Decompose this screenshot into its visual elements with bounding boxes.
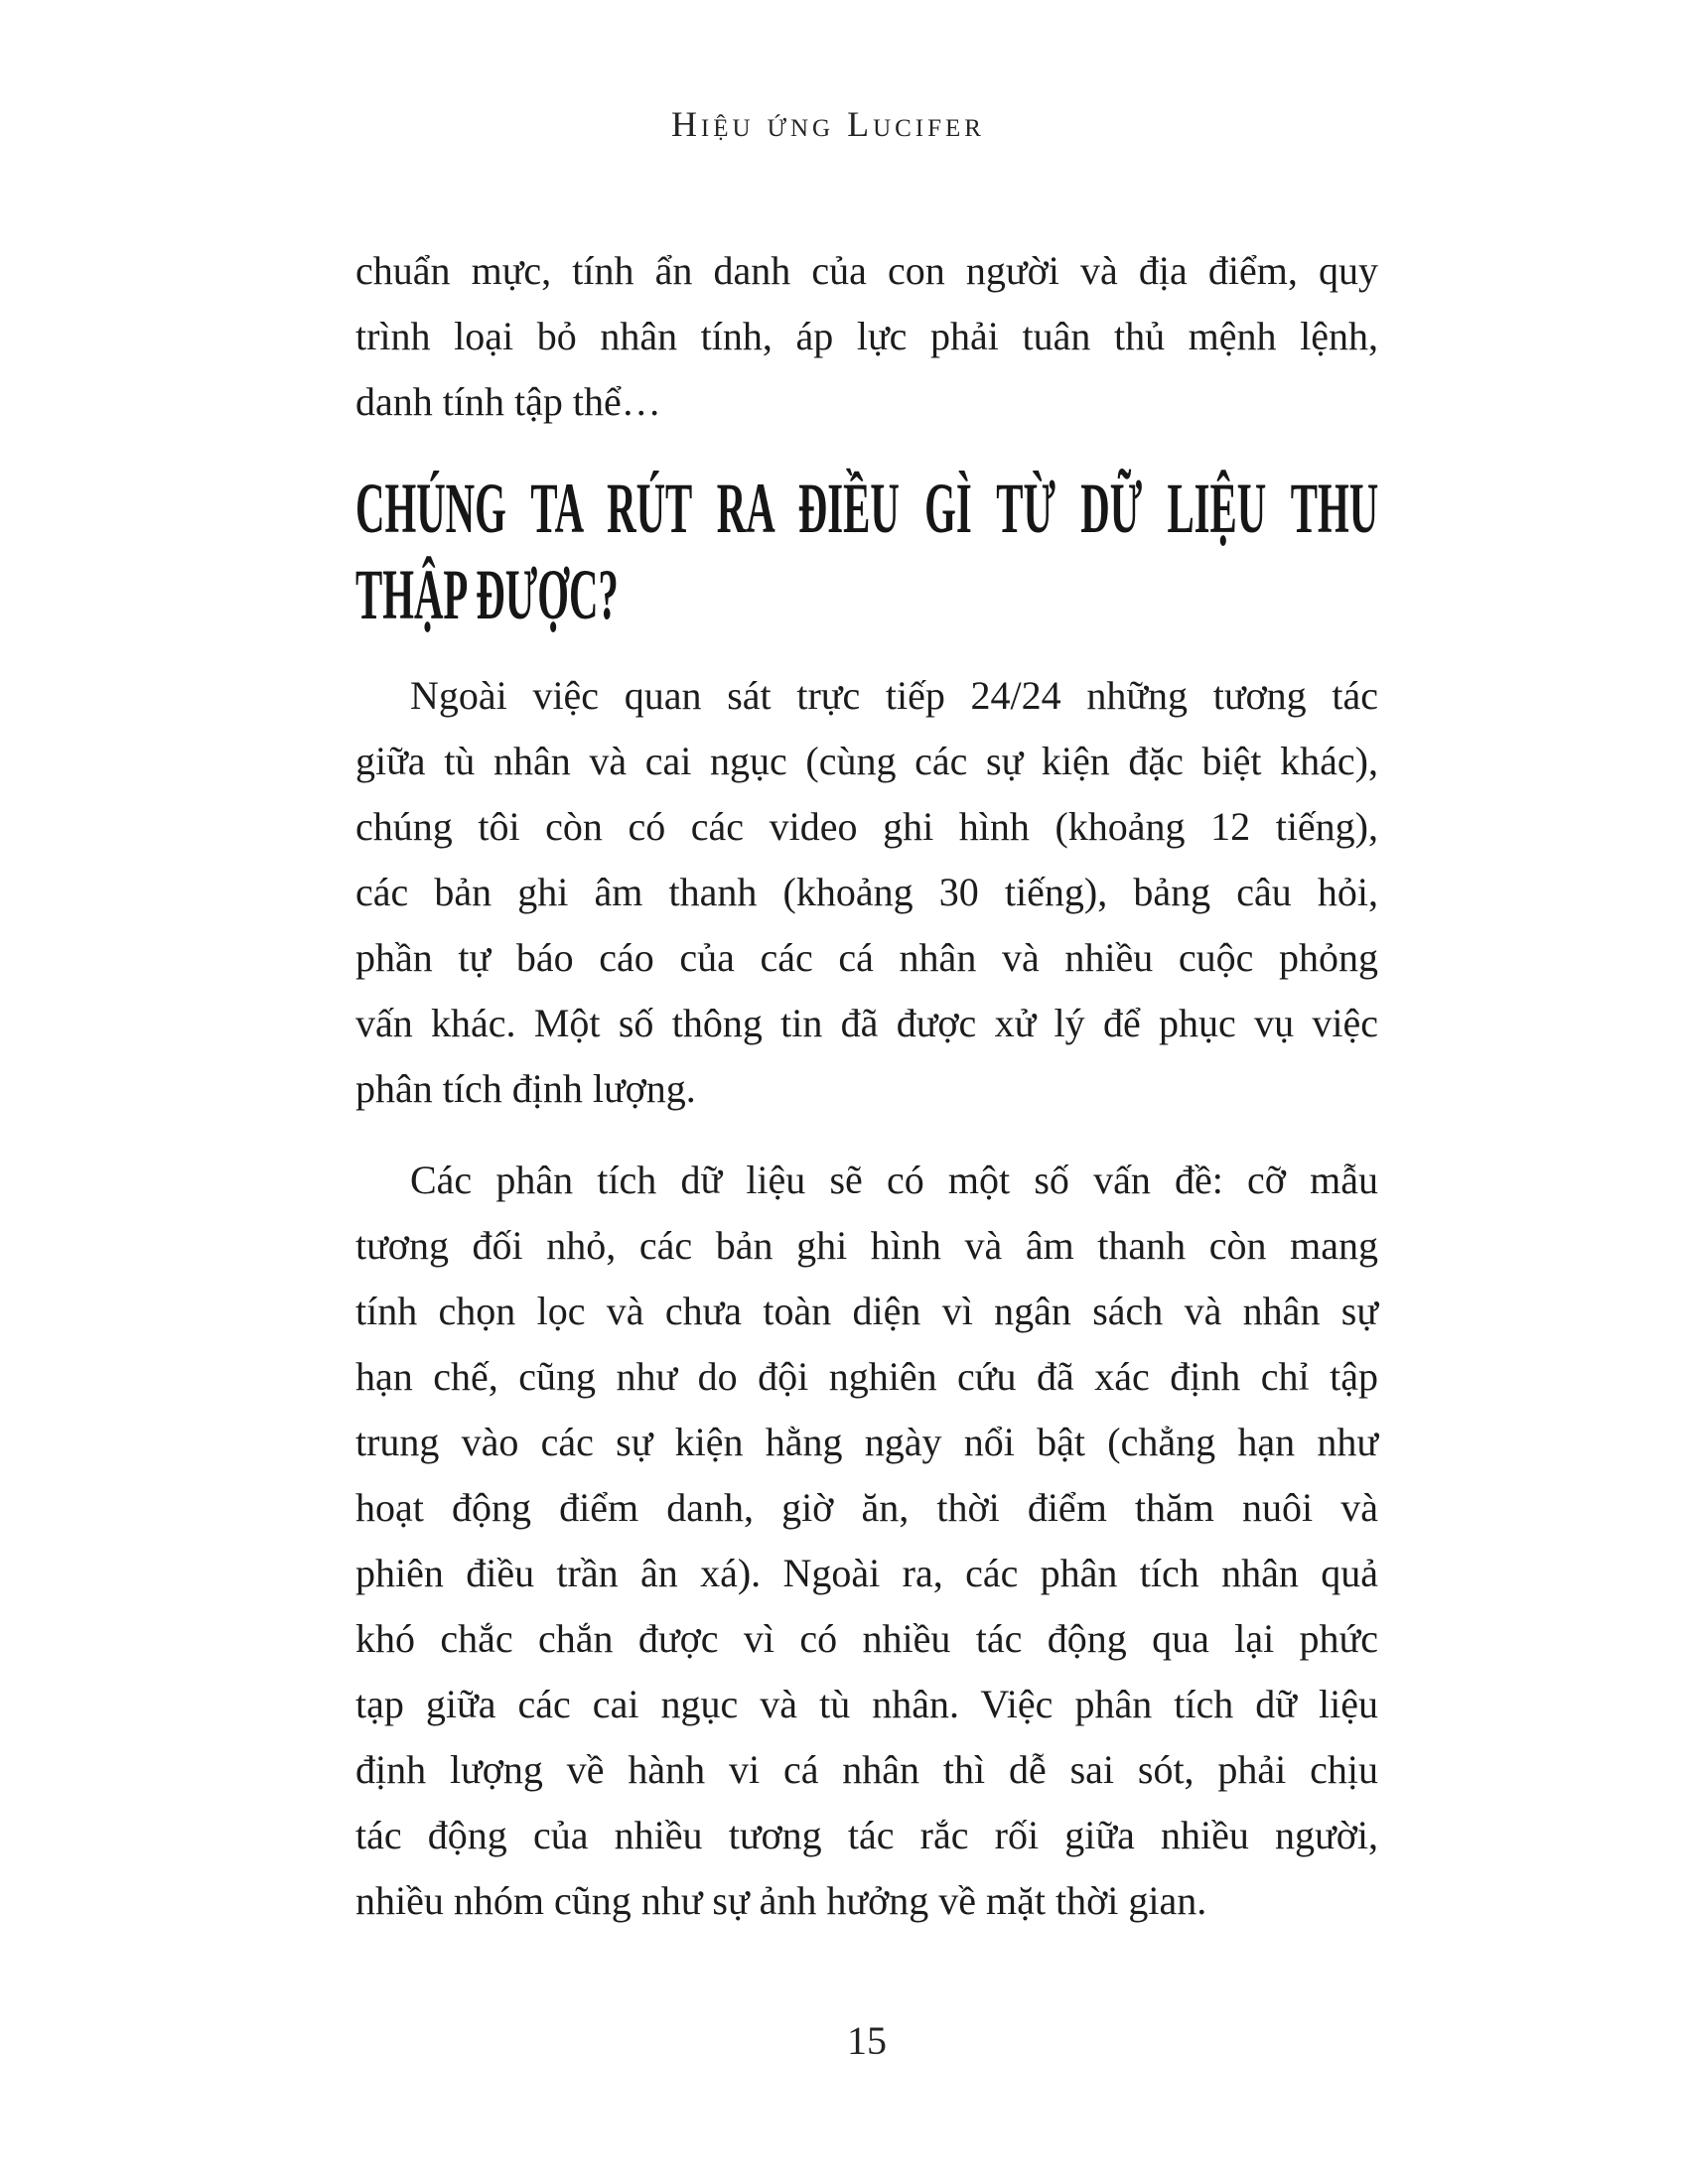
text-line: Các phân tích dữ liệu sẽ có một số vấn đề: cỡ mẫu bbox=[410, 1158, 1378, 1202]
text-line: vấn khác. Một số thông tin đã được xử lý để phục vụ việc bbox=[355, 1001, 1378, 1045]
text-line: định lượng về hành vi cá nhân thì dễ sai sót, phải chịu bbox=[355, 1747, 1378, 1792]
heading-line: CHÚNG TA RÚT RA ĐIỀU GÌ TỪ DỮ LIỆU THU bbox=[355, 470, 1379, 549]
text-line: trung vào các sự kiện hằng ngày nổi bật (chẳng hạn như bbox=[355, 1420, 1378, 1464]
text-line: phần tự báo cáo của các cá nhân và nhiều cuộc phỏng bbox=[355, 935, 1378, 980]
page-number: 15 bbox=[847, 2018, 887, 2063]
text-line: phân tích định lượng. bbox=[355, 1066, 696, 1111]
paragraph-observation bbox=[355, 663, 1378, 1122]
text-line: tính chọn lọc và chưa toàn diện vì ngân sách và nhân sự bbox=[355, 1289, 1378, 1333]
text-line: trình loại bỏ nhân tính, áp lực phải tuân thủ mệnh lệnh, bbox=[355, 314, 1378, 358]
text-line: chúng tôi còn có các video ghi hình (khoảng 12 tiếng), bbox=[355, 804, 1378, 849]
text-column bbox=[355, 0, 1378, 2184]
text-line: tác động của nhiều tương tác rắc rối giữa nhiều người, bbox=[355, 1813, 1378, 1857]
text-line: tạp giữa các cai ngục và tù nhân. Việc phân tích dữ liệu bbox=[355, 1682, 1378, 1726]
running-head: Hiệu ứng Lucifer bbox=[670, 104, 985, 144]
text-line: khó chắc chắn được vì có nhiều tác động qua lại phức bbox=[355, 1616, 1378, 1661]
paragraph-analysis bbox=[355, 1148, 1378, 1934]
text-line: chuẩn mực, tính ẩn danh của con người và địa điểm, quy bbox=[355, 248, 1378, 293]
text-line: hoạt động điểm danh, giờ ăn, thời điểm thăm nuôi và bbox=[355, 1485, 1378, 1530]
text-line: giữa tù nhân và cai ngục (cùng các sự kiện đặc biệt khác), bbox=[355, 739, 1378, 783]
text-line: phiên điều trần ân xá). Ngoài ra, các phân tích nhân quả bbox=[355, 1551, 1378, 1595]
text-line: nhiều nhóm cũng như sự ảnh hưởng về mặt thời gian. bbox=[355, 1878, 1207, 1923]
heading-line: THẬP ĐƯỢC? bbox=[355, 556, 619, 635]
text-line: tương đối nhỏ, các bản ghi hình và âm thanh còn mang bbox=[355, 1223, 1378, 1268]
text-line: Ngoài việc quan sát trực tiếp 24/24 những tương tác bbox=[410, 673, 1378, 718]
text-line: danh tính tập thể… bbox=[355, 379, 661, 424]
section-heading bbox=[355, 467, 1378, 639]
paragraph-intro bbox=[355, 238, 1378, 435]
text-line: hạn chế, cũng như do đội nghiên cứu đã xác định chỉ tập bbox=[355, 1354, 1378, 1399]
text-line: các bản ghi âm thanh (khoảng 30 tiếng), bảng câu hỏi, bbox=[355, 870, 1378, 914]
